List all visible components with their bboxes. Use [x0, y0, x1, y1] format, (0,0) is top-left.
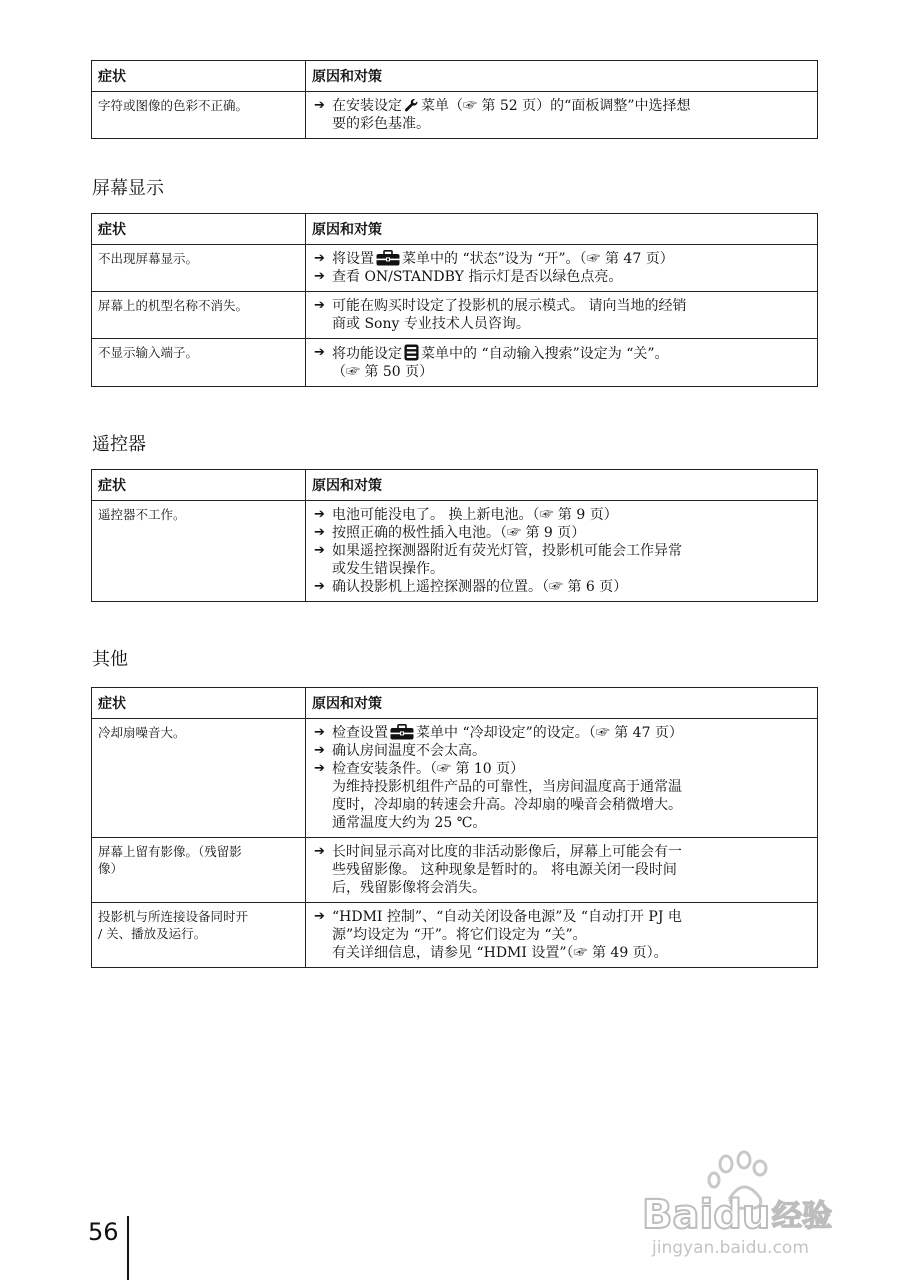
- cause-item: [314, 760, 809, 778]
- cause-lines: [332, 97, 809, 133]
- cause-item: [314, 908, 809, 944]
- watermark-suffix: 经验: [772, 1199, 832, 1234]
- table-body: [92, 92, 818, 139]
- table-row: [92, 339, 818, 387]
- cause-text: （☞ 第 50 页）: [332, 364, 434, 380]
- cause-item: [314, 344, 809, 381]
- cause-text: 商或 Sony 专业技术人员咨询。: [332, 316, 530, 332]
- table-color: [91, 60, 818, 139]
- cause-item: [314, 724, 809, 742]
- cause-text: 长时间显示高对比度的非活动影像后，屏幕上可能会有一: [332, 844, 682, 860]
- cause-line: [332, 506, 809, 524]
- wrench-icon: [404, 98, 419, 113]
- table-remote: [91, 469, 818, 602]
- cause-lines: [332, 760, 809, 778]
- cause-cell: [306, 245, 818, 292]
- cause-cell: [306, 501, 818, 602]
- cause-note: 为维持投影机组件产品的可靠性，当房间温度高于通常温: [332, 779, 682, 795]
- cause-line: [332, 542, 809, 560]
- cause-cell: [306, 92, 818, 139]
- symptom-cell: [92, 339, 306, 387]
- symptom-cell: [92, 92, 306, 139]
- page-number: 56: [88, 1218, 119, 1246]
- cause-text: “HDMI 控制”、“自动关闭设备电源”及 “自动打开 PJ 电: [332, 909, 682, 925]
- table-body: [92, 719, 818, 968]
- cause-text: 菜单（☞ 第 52 页）的“面板调整”中选择想: [421, 98, 691, 114]
- header-cause: 原因和对策: [306, 61, 818, 92]
- cause-text: 电池可能没电了。 换上新电池。（☞ 第 9 页）: [332, 507, 618, 523]
- cause-note: 通常温度大约为 25 ℃。: [332, 815, 487, 831]
- cause-text: 确认房间温度不会太高。: [332, 743, 486, 759]
- table-body: [92, 245, 818, 387]
- table-row: [92, 903, 818, 968]
- cause-lines: [332, 843, 809, 897]
- cause-lines: [332, 344, 809, 381]
- arrow-icon: ➔: [314, 761, 325, 776]
- cause-text: 确认投影机上遥控探测器的位置。（☞ 第 6 页）: [332, 579, 628, 595]
- arrow-icon: ➔: [314, 844, 325, 859]
- cause-text: 菜单中的 “状态”设为 “开”。（☞ 第 47 页）: [402, 251, 674, 267]
- cause-lines: [332, 908, 809, 944]
- table-row: [92, 292, 818, 339]
- cause-cell: [306, 339, 818, 387]
- arrow-icon: ➔: [314, 507, 325, 522]
- symptom-text: 投影机与所连接设备同时开: [98, 909, 249, 924]
- cause-lines: [332, 724, 809, 742]
- cause-note: 度时，冷却扇的转速会升高。冷却扇的噪音会稍微增大。: [332, 797, 682, 813]
- header-symptom: 症状: [92, 688, 306, 719]
- cause-line: [332, 524, 809, 542]
- arrow-icon: ➔: [314, 298, 325, 313]
- header-cause: 原因和对策: [306, 214, 818, 245]
- cause-line: [332, 315, 809, 333]
- arrow-icon: ➔: [314, 743, 325, 758]
- cause-line: [332, 879, 809, 897]
- cause-text: 按照正确的极性插入电池。（☞ 第 9 页）: [332, 525, 586, 541]
- cause-line: [332, 760, 809, 778]
- symptom-cell: [92, 719, 306, 838]
- cause-line: [332, 742, 809, 760]
- cause-lines: [332, 542, 809, 578]
- symptom-text: / 关、播放及运行。: [98, 926, 207, 941]
- header-symptom: 症状: [92, 61, 306, 92]
- symptom-cell: [92, 245, 306, 292]
- cause-text: 菜单中 “冷却设定”的设定。（☞ 第 47 页）: [416, 725, 683, 741]
- cause-line: [332, 297, 809, 315]
- table-display: [91, 213, 818, 387]
- cause-text: 将设置: [332, 251, 374, 267]
- toolbox-icon: [376, 250, 400, 266]
- cause-cell: [306, 719, 818, 838]
- cause-item: [314, 542, 809, 578]
- cause-lines: [332, 250, 809, 268]
- cause-item: [314, 524, 809, 542]
- watermark-url: jingyan.baidu.com: [652, 1238, 809, 1258]
- cause-line: [332, 560, 809, 578]
- cause-line: [332, 578, 809, 596]
- cause-line: [332, 926, 809, 944]
- arrow-icon: ➔: [314, 251, 325, 266]
- cause-text: 些残留影像。 这种现象是暂时的。 将电源关闭一段时间: [332, 862, 677, 878]
- cause-line: [332, 861, 809, 879]
- arrow-icon: ➔: [314, 345, 325, 360]
- cause-item: [314, 250, 809, 268]
- cause-line: [332, 363, 809, 381]
- table-header-row: [92, 470, 818, 501]
- table-row: [92, 719, 818, 838]
- function-icon: [404, 344, 419, 361]
- cause-line: [332, 115, 809, 133]
- cause-line: [332, 344, 809, 363]
- cause-note: 有关详细信息，请参见 “HDMI 设置”（☞ 第 49 页）。: [332, 945, 668, 961]
- cause-line: [332, 843, 809, 861]
- symptom-cell: [92, 292, 306, 339]
- cause-line: [332, 97, 809, 115]
- arrow-icon: ➔: [314, 525, 325, 540]
- cause-text: 检查安装条件。（☞ 第 10 页）: [332, 761, 525, 777]
- cause-text: 在安装设定: [332, 98, 402, 114]
- header-cause: 原因和对策: [306, 688, 818, 719]
- cause-item: [314, 268, 809, 286]
- cause-cell: [306, 292, 818, 339]
- cause-text: 如果遥控探测器附近有荧光灯管，投影机可能会工作异常: [332, 543, 682, 559]
- baidu-jingyan-watermark: [640, 1150, 850, 1260]
- arrow-icon: ➔: [314, 269, 325, 284]
- cause-text: 可能在购买时设定了投影机的展示模式。 请向当地的经销: [332, 298, 687, 314]
- cause-text: 将功能设定: [332, 346, 402, 362]
- symptom-text: 不出现屏幕显示。: [98, 251, 199, 266]
- header-cause: 原因和对策: [306, 470, 818, 501]
- section-title-other: 其他: [92, 649, 128, 670]
- symptom-cell: [92, 838, 306, 903]
- cause-text: 检查设置: [332, 725, 388, 741]
- cause-cell: [306, 903, 818, 968]
- symptom-text: 屏幕上的机型名称不消失。: [98, 298, 249, 313]
- cause-item: [314, 297, 809, 333]
- cause-lines: [332, 524, 809, 542]
- cause-line: [332, 250, 809, 268]
- table-row: [92, 838, 818, 903]
- cause-line: [332, 268, 809, 286]
- cause-text: 源”均设定为 “开”。将它们设定为 “关”。: [332, 927, 587, 943]
- section-title-remote: 遥控器: [92, 434, 146, 455]
- header-symptom: 症状: [92, 214, 306, 245]
- cause-text: 后，残留影像将会消失。: [332, 880, 486, 896]
- cause-line: [332, 908, 809, 926]
- cause-lines: [332, 297, 809, 333]
- table-row: [92, 501, 818, 602]
- cause-text: 或发生错误操作。: [332, 561, 444, 577]
- arrow-icon: ➔: [314, 909, 325, 924]
- cause-text: 菜单中的 “自动输入搜索”设定为 “关”。: [421, 346, 669, 362]
- symptom-cell: [92, 501, 306, 602]
- symptom-text: 不显示输入端子。: [98, 345, 199, 360]
- page-divider: [127, 1216, 129, 1280]
- toolbox-icon: [390, 724, 414, 740]
- symptom-text: 遥控器不工作。: [98, 507, 186, 522]
- cause-lines: [332, 742, 809, 760]
- table-body: [92, 501, 818, 602]
- arrow-icon: ➔: [314, 725, 325, 740]
- arrow-icon: ➔: [314, 579, 325, 594]
- symptom-text: 字符或图像的色彩不正确。: [98, 98, 249, 113]
- cause-item: [314, 506, 809, 524]
- arrow-icon: ➔: [314, 98, 325, 113]
- cause-item: [314, 843, 809, 897]
- table-header-row: [92, 61, 818, 92]
- cause-line: [332, 724, 809, 742]
- cause-item: [314, 742, 809, 760]
- table-header-row: [92, 214, 818, 245]
- table-header-row: [92, 688, 818, 719]
- cause-lines: [332, 578, 809, 596]
- table-row: [92, 245, 818, 292]
- cause-item: [314, 97, 809, 133]
- watermark-brand: Baidu: [642, 1192, 771, 1238]
- cause-text: 要的彩色基准。: [332, 116, 430, 132]
- header-symptom: 症状: [92, 470, 306, 501]
- symptom-cell: [92, 903, 306, 968]
- cause-lines: [332, 506, 809, 524]
- table-row: [92, 92, 818, 139]
- table-other: [91, 687, 818, 968]
- cause-cell: [306, 838, 818, 903]
- symptom-text: 屏幕上留有影像。（残留影: [98, 844, 242, 859]
- symptom-text: 像）: [98, 861, 124, 876]
- cause-item: [314, 578, 809, 596]
- cause-lines: [332, 268, 809, 286]
- section-title-display: 屏幕显示: [92, 178, 164, 199]
- cause-text: 查看 ON/STANDBY 指示灯是否以绿色点亮。: [332, 269, 623, 285]
- symptom-text: 冷却扇噪音大。: [98, 725, 186, 740]
- arrow-icon: ➔: [314, 543, 325, 558]
